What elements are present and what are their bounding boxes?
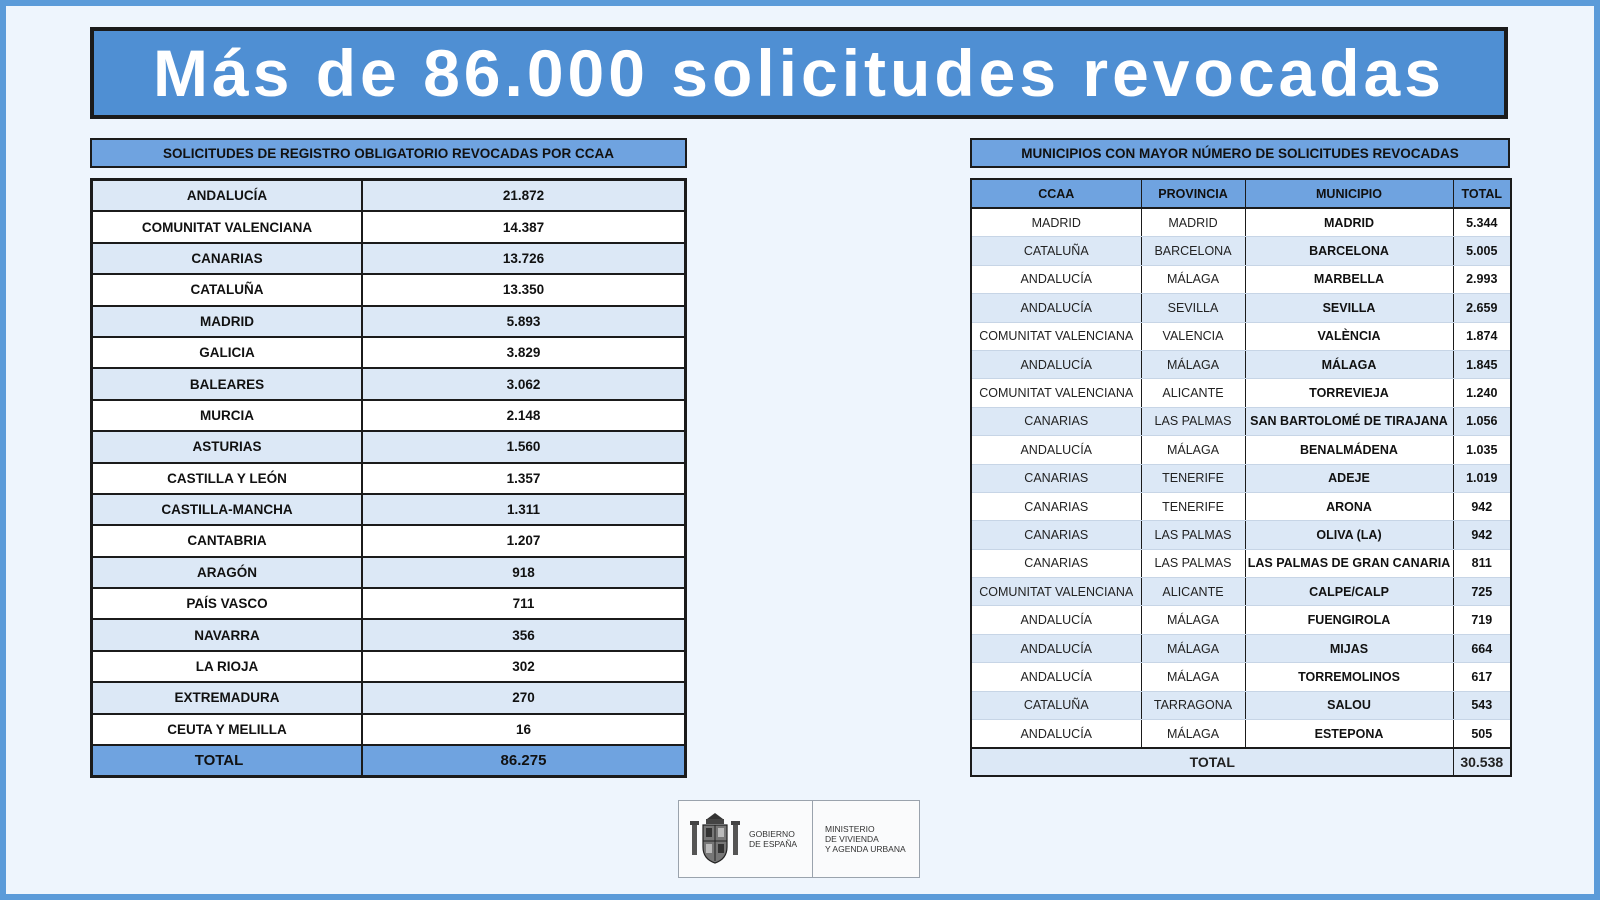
municipio-row <box>971 606 1511 634</box>
municipios-table <box>970 178 1512 777</box>
ccaa-row <box>92 180 686 212</box>
provincia-cell: TENERIFE <box>1141 492 1245 520</box>
total-cell: 719 <box>1453 606 1511 634</box>
ccaa-row <box>92 714 686 745</box>
ministerio-block <box>813 801 919 877</box>
ccaa-name-cell: MADRID <box>92 306 363 337</box>
total-cell: 1.035 <box>1453 436 1511 464</box>
ccaa-cell: ANDALUCÍA <box>971 265 1141 293</box>
municipio-cell: SEVILLA <box>1245 294 1453 322</box>
total-cell: 1.845 <box>1453 350 1511 378</box>
provincia-cell: MÁLAGA <box>1141 350 1245 378</box>
total-cell: 2.993 <box>1453 265 1511 293</box>
ccaa-value-cell: 1.311 <box>362 494 686 525</box>
total-cell: 1.874 <box>1453 322 1511 350</box>
ccaa-cell: CATALUÑA <box>971 691 1141 719</box>
municipio-row <box>971 691 1511 719</box>
municipios-total-label: TOTAL <box>971 748 1453 776</box>
gobierno-text <box>749 829 797 849</box>
municipio-row <box>971 549 1511 577</box>
ccaa-name-cell: LA RIOJA <box>92 651 363 682</box>
total-cell: 617 <box>1453 663 1511 691</box>
gobierno-line-2: DE ESPAÑA <box>749 839 798 849</box>
coat-of-arms-icon <box>689 811 741 867</box>
column-header-provincia: PROVINCIA <box>1141 179 1245 208</box>
ccaa-row <box>92 682 686 713</box>
municipio-row <box>971 322 1511 350</box>
municipio-cell: MÁLAGA <box>1245 350 1453 378</box>
provincia-cell: MÁLAGA <box>1141 436 1245 464</box>
ccaa-name-cell: GALICIA <box>92 337 363 368</box>
municipio-cell: ESTEPONA <box>1245 720 1453 749</box>
total-cell: 2.659 <box>1453 294 1511 322</box>
ccaa-row <box>92 463 686 494</box>
provincia-cell: LAS PALMAS <box>1141 521 1245 549</box>
municipio-cell: ADEJE <box>1245 464 1453 492</box>
municipio-row <box>971 634 1511 662</box>
page-title: Más de 86.000 solicitudes revocadas <box>153 36 1445 110</box>
provincia-cell: MÁLAGA <box>1141 606 1245 634</box>
provincia-cell: ALICANTE <box>1141 379 1245 407</box>
ccaa-row <box>92 619 686 650</box>
municipio-row <box>971 720 1511 749</box>
municipio-cell: SALOU <box>1245 691 1453 719</box>
ccaa-value-cell: 2.148 <box>362 400 686 431</box>
total-cell: 1.019 <box>1453 464 1511 492</box>
total-cell: 811 <box>1453 549 1511 577</box>
ccaa-table-header: SOLICITUDES DE REGISTRO OBLIGATORIO REVOCADAS POR CCAA <box>90 138 687 168</box>
ccaa-name-cell: MURCIA <box>92 400 363 431</box>
ccaa-table <box>90 178 687 778</box>
ccaa-name-cell: ASTURIAS <box>92 431 363 462</box>
ccaa-row <box>92 306 686 337</box>
ccaa-row <box>92 557 686 588</box>
municipio-cell: MIJAS <box>1245 634 1453 662</box>
ccaa-row <box>92 368 686 399</box>
total-cell: 543 <box>1453 691 1511 719</box>
column-header-municipio: MUNICIPIO <box>1245 179 1453 208</box>
municipios-table-header: MUNICIPIOS CON MAYOR NÚMERO DE SOLICITUDES REVOCADAS <box>970 138 1510 168</box>
ccaa-row <box>92 400 686 431</box>
municipio-row <box>971 578 1511 606</box>
title-banner <box>90 27 1508 119</box>
municipio-row <box>971 492 1511 520</box>
ccaa-value-cell: 356 <box>362 619 686 650</box>
municipio-cell: CALPE/CALP <box>1245 578 1453 606</box>
municipio-cell: TORREVIEJA <box>1245 379 1453 407</box>
gobierno-line-1: GOBIERNO <box>749 829 795 839</box>
ccaa-name-cell: CEUTA Y MELILLA <box>92 714 363 745</box>
provincia-cell: TARRAGONA <box>1141 691 1245 719</box>
ccaa-row <box>92 525 686 556</box>
ccaa-value-cell: 1.207 <box>362 525 686 556</box>
municipio-row <box>971 237 1511 265</box>
municipio-row <box>971 663 1511 691</box>
ccaa-cell: ANDALUCÍA <box>971 606 1141 634</box>
provincia-cell: MÁLAGA <box>1141 720 1245 749</box>
municipio-cell: MADRID <box>1245 208 1453 237</box>
municipio-cell: OLIVA (LA) <box>1245 521 1453 549</box>
ccaa-name-cell: ARAGÓN <box>92 557 363 588</box>
ccaa-row <box>92 211 686 242</box>
ccaa-value-cell: 270 <box>362 682 686 713</box>
ccaa-cell: CANARIAS <box>971 464 1141 492</box>
provincia-cell: LAS PALMAS <box>1141 407 1245 435</box>
municipio-row <box>971 265 1511 293</box>
total-cell: 1.056 <box>1453 407 1511 435</box>
municipio-cell: TORREMOLINOS <box>1245 663 1453 691</box>
ccaa-row <box>92 431 686 462</box>
ccaa-row <box>92 588 686 619</box>
municipio-cell: ARONA <box>1245 492 1453 520</box>
municipios-column-headers <box>971 179 1511 208</box>
column-header-ccaa: CCAA <box>971 179 1141 208</box>
provincia-cell: LAS PALMAS <box>1141 549 1245 577</box>
ccaa-cell: CANARIAS <box>971 521 1141 549</box>
municipio-cell: SAN BARTOLOMÉ DE TIRAJANA <box>1245 407 1453 435</box>
provincia-cell: MÁLAGA <box>1141 265 1245 293</box>
municipio-row <box>971 407 1511 435</box>
ministerio-line-3: Y AGENDA URBANA <box>825 844 906 854</box>
ccaa-name-cell: CATALUÑA <box>92 274 363 305</box>
municipio-cell: BARCELONA <box>1245 237 1453 265</box>
ccaa-value-cell: 5.893 <box>362 306 686 337</box>
municipio-cell: FUENGIROLA <box>1245 606 1453 634</box>
ccaa-name-cell: BALEARES <box>92 368 363 399</box>
ccaa-name-cell: CANARIAS <box>92 243 363 274</box>
municipio-row <box>971 294 1511 322</box>
municipio-cell: VALÈNCIA <box>1245 322 1453 350</box>
municipio-row <box>971 208 1511 237</box>
ccaa-value-cell: 14.387 <box>362 211 686 242</box>
ccaa-name-cell: ANDALUCÍA <box>92 180 363 212</box>
ccaa-cell: COMUNITAT VALENCIANA <box>971 322 1141 350</box>
ccaa-cell: COMUNITAT VALENCIANA <box>971 578 1141 606</box>
provincia-cell: VALENCIA <box>1141 322 1245 350</box>
column-header-total: TOTAL <box>1453 179 1511 208</box>
provincia-cell: MÁLAGA <box>1141 634 1245 662</box>
municipio-cell: MARBELLA <box>1245 265 1453 293</box>
ccaa-cell: CANARIAS <box>971 549 1141 577</box>
ccaa-value-cell: 21.872 <box>362 180 686 212</box>
municipio-row <box>971 350 1511 378</box>
ccaa-name-cell: CASTILLA Y LEÓN <box>92 463 363 494</box>
total-cell: 1.240 <box>1453 379 1511 407</box>
ccaa-row <box>92 651 686 682</box>
provincia-cell: SEVILLA <box>1141 294 1245 322</box>
total-cell: 5.344 <box>1453 208 1511 237</box>
provincia-cell: MADRID <box>1141 208 1245 237</box>
ministerio-line-1: MINISTERIO <box>825 824 875 834</box>
ministerio-line-2: DE VIVIENDA <box>825 834 879 844</box>
ccaa-cell: CANARIAS <box>971 492 1141 520</box>
ccaa-cell: COMUNITAT VALENCIANA <box>971 379 1141 407</box>
ccaa-cell: ANDALUCÍA <box>971 350 1141 378</box>
ccaa-name-cell: NAVARRA <box>92 619 363 650</box>
total-cell: 942 <box>1453 521 1511 549</box>
ccaa-value-cell: 918 <box>362 557 686 588</box>
ccaa-cell: MADRID <box>971 208 1141 237</box>
municipio-row <box>971 436 1511 464</box>
provincia-cell: MÁLAGA <box>1141 663 1245 691</box>
ccaa-name-cell: CANTABRIA <box>92 525 363 556</box>
ccaa-name-cell: EXTREMADURA <box>92 682 363 713</box>
ccaa-row <box>92 337 686 368</box>
provincia-cell: TENERIFE <box>1141 464 1245 492</box>
ccaa-value-cell: 1.560 <box>362 431 686 462</box>
municipio-cell: BENALMÁDENA <box>1245 436 1453 464</box>
ccaa-value-cell: 13.726 <box>362 243 686 274</box>
total-cell: 942 <box>1453 492 1511 520</box>
government-logo <box>678 800 920 878</box>
ccaa-value-cell: 1.357 <box>362 463 686 494</box>
ccaa-total-value: 86.275 <box>362 745 686 777</box>
ccaa-cell: CATALUÑA <box>971 237 1141 265</box>
ccaa-cell: ANDALUCÍA <box>971 663 1141 691</box>
ccaa-name-cell: COMUNITAT VALENCIANA <box>92 211 363 242</box>
provincia-cell: BARCELONA <box>1141 237 1245 265</box>
ccaa-cell: ANDALUCÍA <box>971 634 1141 662</box>
ccaa-row <box>92 243 686 274</box>
ccaa-cell: ANDALUCÍA <box>971 294 1141 322</box>
ccaa-value-cell: 302 <box>362 651 686 682</box>
municipio-row <box>971 521 1511 549</box>
municipios-total-value: 30.538 <box>1453 748 1511 776</box>
ccaa-cell: ANDALUCÍA <box>971 436 1141 464</box>
ccaa-row <box>92 494 686 525</box>
total-cell: 5.005 <box>1453 237 1511 265</box>
ccaa-value-cell: 3.062 <box>362 368 686 399</box>
ccaa-value-cell: 13.350 <box>362 274 686 305</box>
ccaa-name-cell: PAÍS VASCO <box>92 588 363 619</box>
gobierno-block <box>679 801 813 877</box>
total-cell: 725 <box>1453 578 1511 606</box>
municipio-cell: LAS PALMAS DE GRAN CANARIA <box>1245 549 1453 577</box>
ccaa-value-cell: 3.829 <box>362 337 686 368</box>
ccaa-value-cell: 711 <box>362 588 686 619</box>
total-cell: 505 <box>1453 720 1511 749</box>
total-cell: 664 <box>1453 634 1511 662</box>
municipio-row <box>971 379 1511 407</box>
ccaa-cell: ANDALUCÍA <box>971 720 1141 749</box>
ccaa-total-label: TOTAL <box>92 745 363 777</box>
municipio-row <box>971 464 1511 492</box>
ccaa-cell: CANARIAS <box>971 407 1141 435</box>
ccaa-value-cell: 16 <box>362 714 686 745</box>
municipios-total-row <box>971 748 1511 776</box>
ccaa-name-cell: CASTILLA-MANCHA <box>92 494 363 525</box>
ccaa-row <box>92 274 686 305</box>
provincia-cell: ALICANTE <box>1141 578 1245 606</box>
ccaa-total-row <box>92 745 686 777</box>
